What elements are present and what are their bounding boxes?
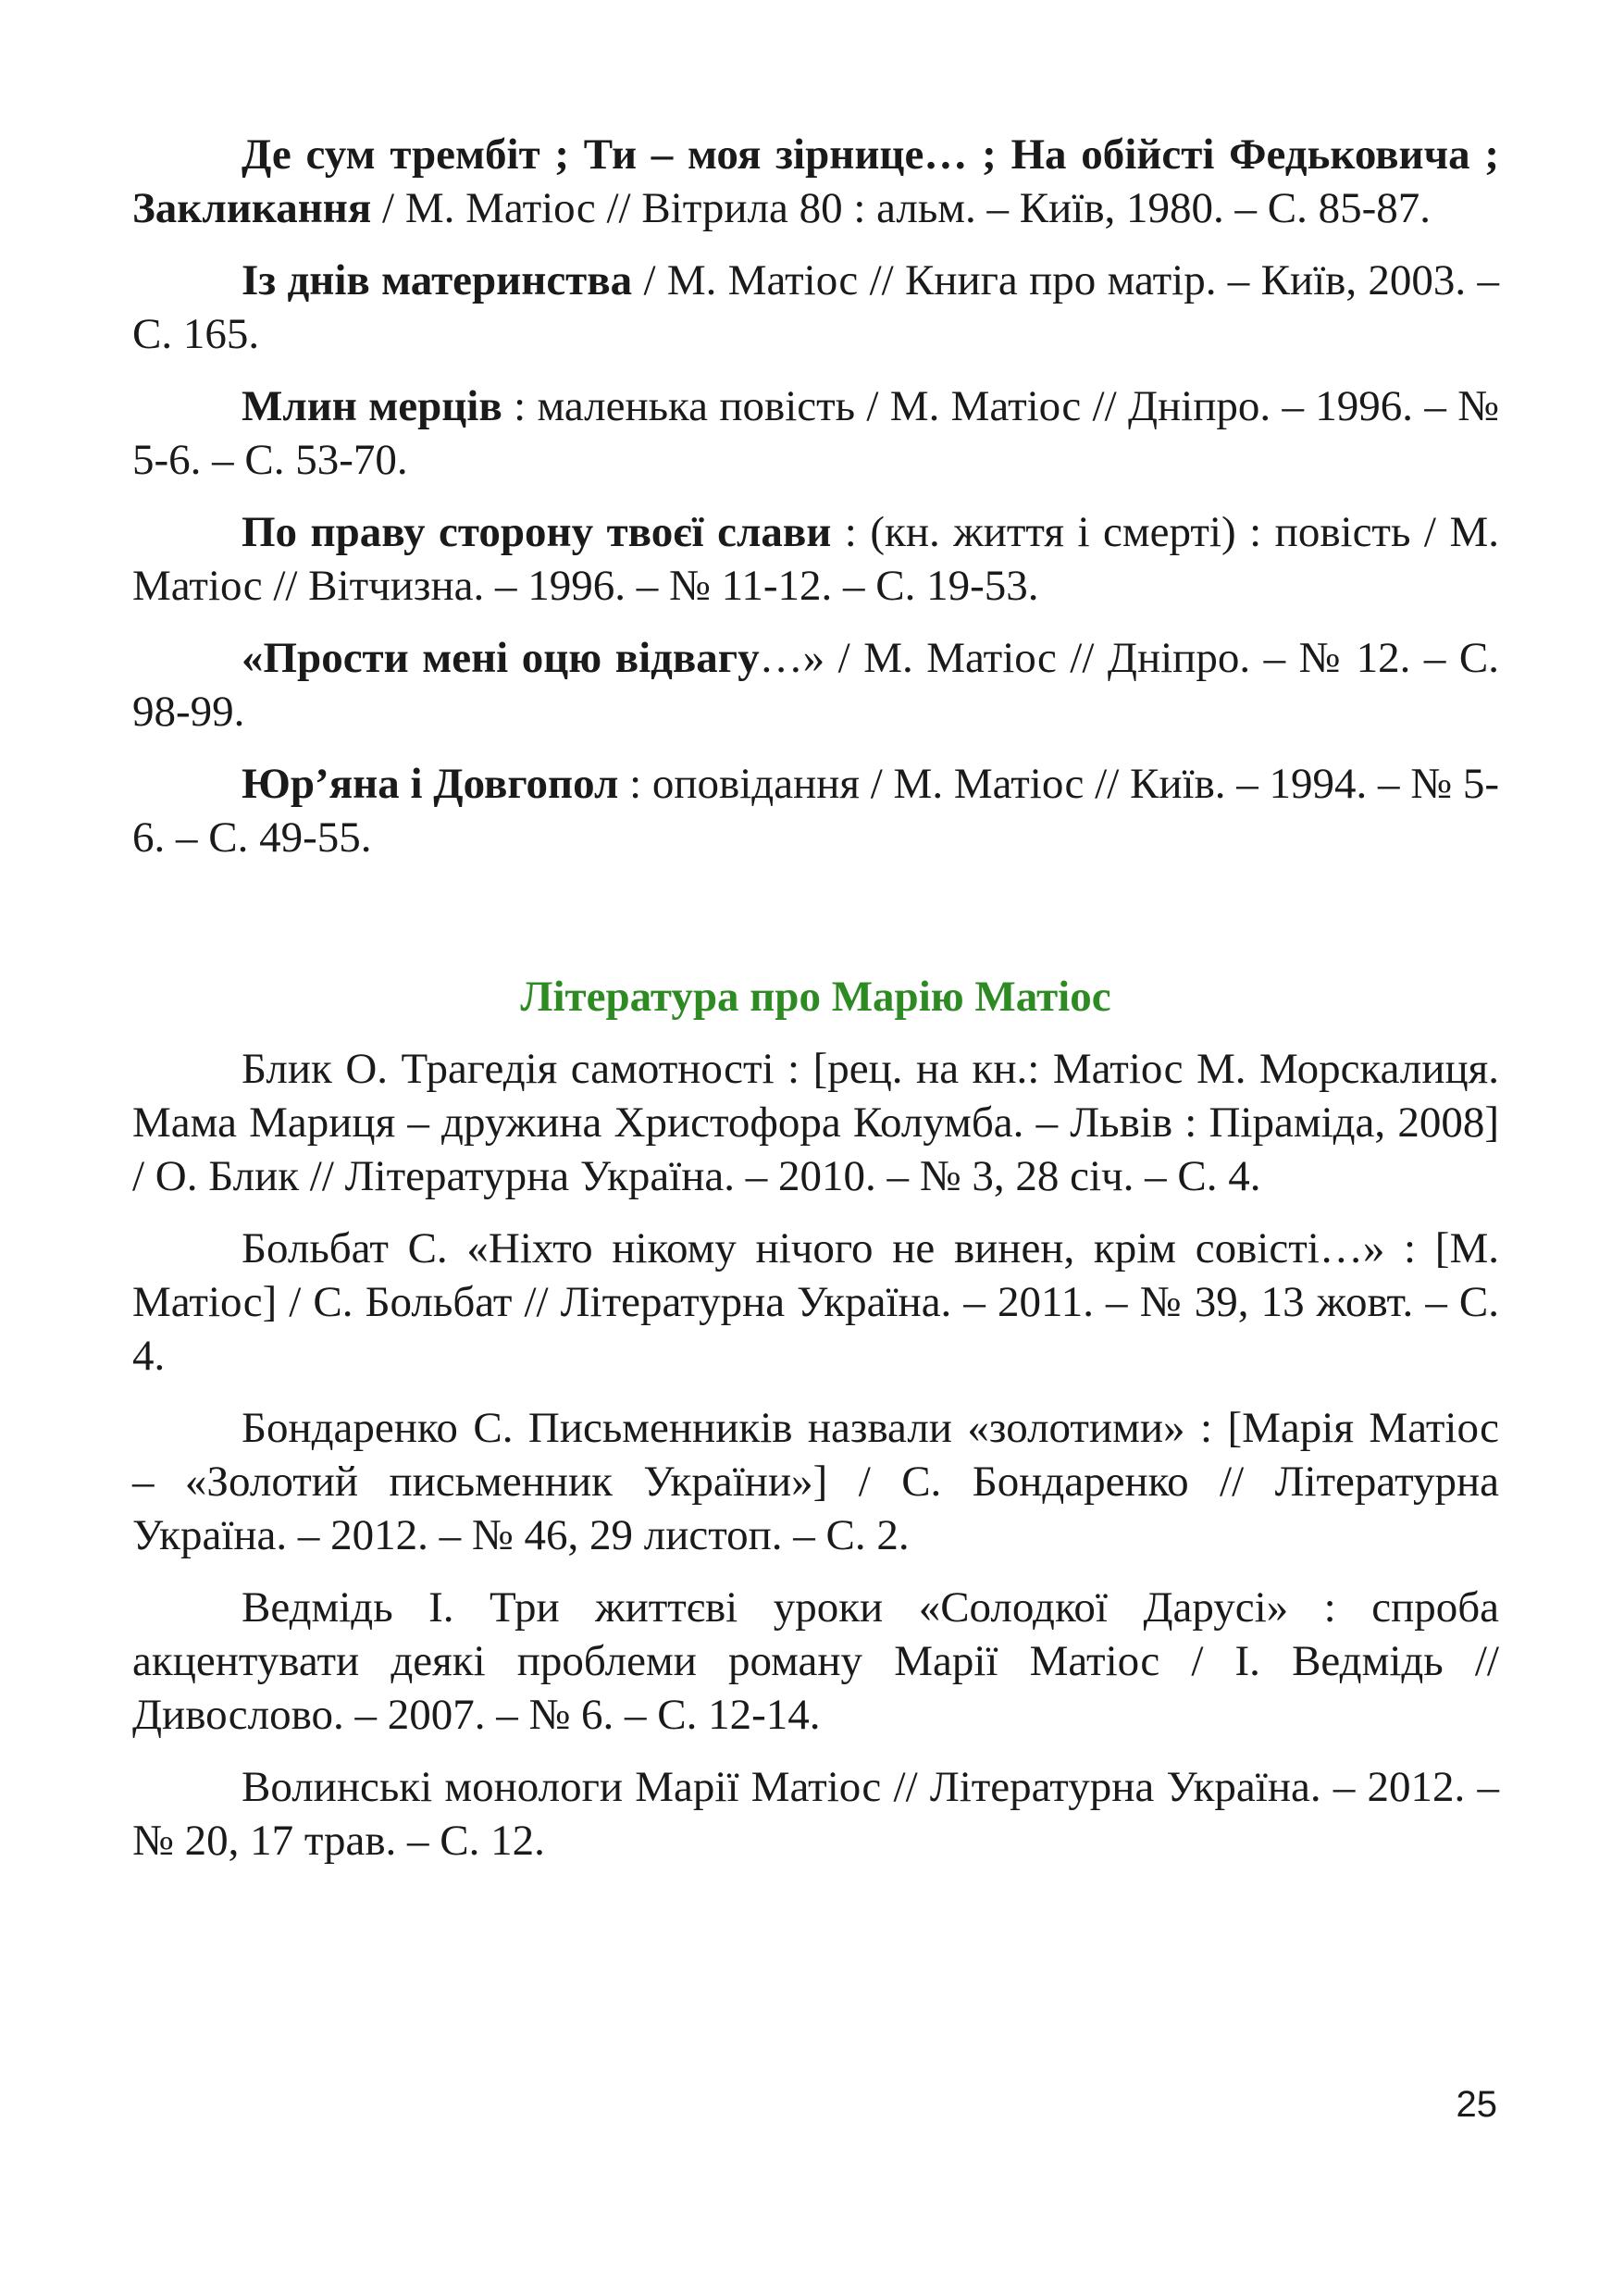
entry-title: Із днів материнства xyxy=(242,256,633,304)
entry-title: Юр’яна і Довгопол xyxy=(242,760,619,808)
entry-title: Млин мерців xyxy=(242,382,502,430)
literature-entry: Блик О. Трагедія самотності : [рец. на кн.: Матіос М. Морскалиця. Мама Мариця – дружина Христофора Колумба. – Львів : Піраміда, 2008] / О. Блик // Літературна Україна. – 2010. – № 3, 28 січ. – С. 4. xyxy=(132,1045,1499,1200)
entry-title: «Прости мені оцю відвагу xyxy=(242,634,760,682)
bibliography-entry xyxy=(132,128,1499,235)
page-number: 25 xyxy=(1456,2084,1497,2125)
bibliography-entry xyxy=(132,631,1499,738)
page-content xyxy=(132,128,1499,1886)
literature-entry: Бондаренко С. Письменників назвали «золотими» : [Марія Матіос – «Золотий письменник України»] / С. Бондаренко // Літературна Україна. – 2012. – № 46, 29 листоп. – С. 2. xyxy=(132,1404,1499,1559)
entry-details: : оповідання / М. Матіос // Київ. – 1994. – № 5-6. – С. 49-55. xyxy=(132,760,1500,862)
literature-entry: Ведмідь І. Три життєві уроки «Солодкої Дарусі» : спроба акцентувати деякі проблеми роману Марії Матіос / І. Ведмідь // Дивослово. – 2007. – № 6. – С. 12-14. xyxy=(132,1583,1499,1739)
entry-details: / М. Матіос // Вітрила 80 : альм. – Київ, 1980. – С. 85-87. xyxy=(371,184,1432,232)
entry-title: По праву сторону твоєї слави xyxy=(242,508,832,556)
entry-details: …» / М. Матіос // Дніпро. – № 12. – С. 98-99. xyxy=(132,634,1499,736)
section-heading: Література про Марію Матіос xyxy=(520,973,1111,1021)
bibliography-entry xyxy=(132,254,1499,361)
entry-details: / М. Матіос // Книга про матір. – Київ, 2003. – С. 165. xyxy=(132,256,1499,358)
bibliography-entry xyxy=(132,757,1499,864)
bibliography-entry xyxy=(132,505,1499,613)
literature-entry: Волинські монологи Марії Матіос // Літературна Україна. – 2012. – № 20, 17 трав. – С. 12. xyxy=(132,1763,1499,1865)
entry-details: : маленька повість / М. Матіос // Дніпро. – 1996. – № 5-6. – С. 53-70. xyxy=(132,382,1499,484)
bibliography-entry xyxy=(132,379,1499,487)
entry-details: : (кн. життя і смерті) : повість / М. Матіос // Вітчизна. – 1996. – № 11-12. – С. 19-53. xyxy=(132,508,1499,610)
literature-entry: Больбат С. «Ніхто нікому нічого не винен, крім совісті…» : [М. Матіос] / С. Больбат // Літературна Україна. – 2011. – № 39, 13 жовт. – С. 4. xyxy=(132,1224,1499,1380)
entry-title: Де сум трембіт ; Ти – моя зірнице… ; На обійсті Федьковича ; Закликання xyxy=(132,130,1499,232)
